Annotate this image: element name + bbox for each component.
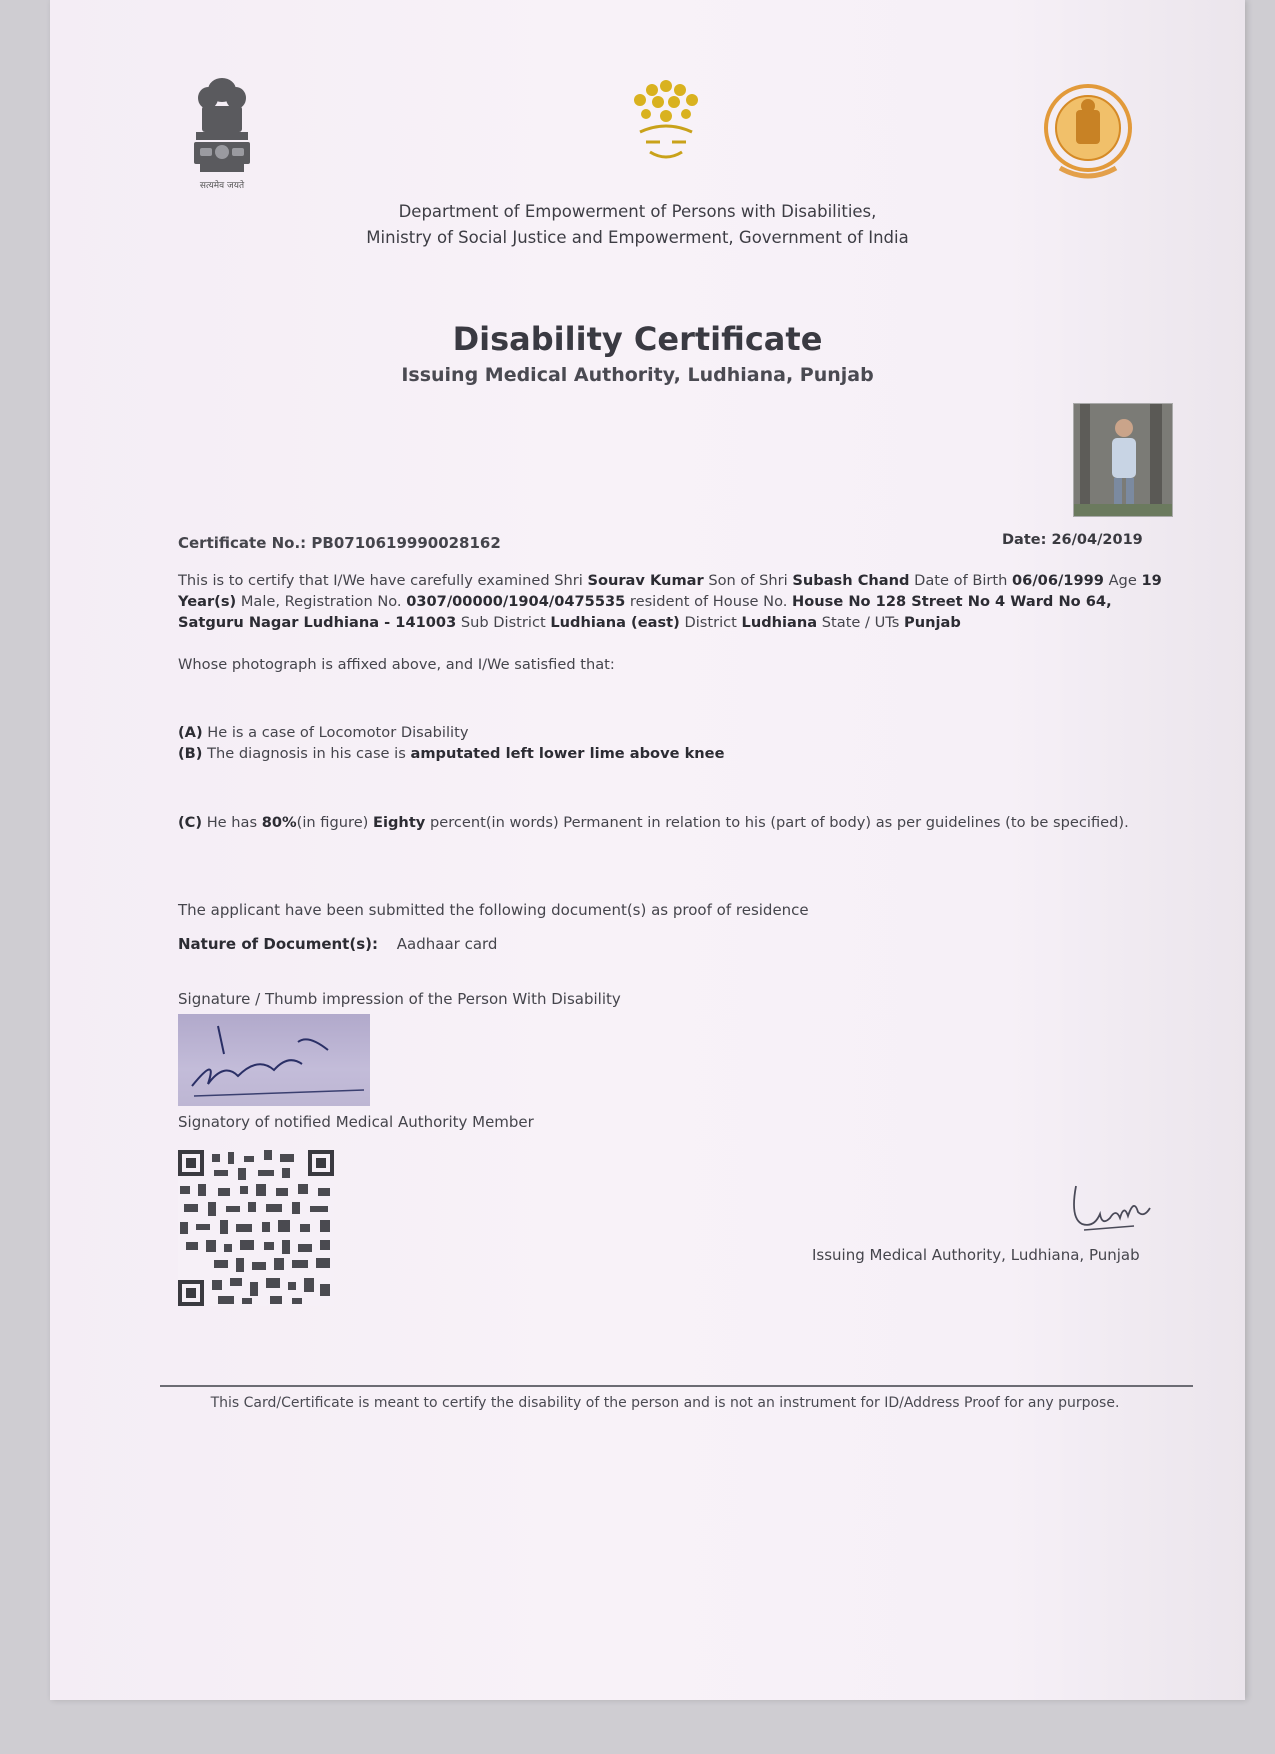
residence-proof-statement: The applicant have been submitted the following document(s) as proof of residence <box>178 901 809 919</box>
issuer-label: Issuing Medical Authority, Ludhiana, Punjab <box>812 1246 1140 1264</box>
clause-c-text: (in figure) <box>296 814 374 831</box>
body-text: District <box>679 614 742 631</box>
body-text: This is to certify that I/We have carefully examined Shri <box>178 572 588 589</box>
certificate-page <box>50 0 1245 1700</box>
department-name: Department of Empowerment of Persons with Disabilities, <box>398 202 877 221</box>
certificate-number <box>178 534 501 552</box>
qr-code <box>178 1150 334 1306</box>
footer-disclaimer: This Card/Certificate is meant to certify the disability of the person and is not an instrument for ID/Address Proof for any purpose. <box>210 1395 1120 1411</box>
certificate-number-value: PB0710619990028162 <box>311 534 501 552</box>
district: Ludhiana <box>741 614 818 631</box>
date-of-birth: 06/06/1999 <box>1012 572 1104 589</box>
clause-b <box>178 745 724 762</box>
page-title: Disability Certificate <box>452 320 823 358</box>
person-signature-image <box>178 1014 370 1106</box>
certificate-date-value: 26/04/2019 <box>1051 532 1143 548</box>
applicant-photo <box>1073 403 1173 517</box>
certification-text <box>178 570 1168 633</box>
sub-district: Ludhiana (east) <box>550 614 680 631</box>
diagnosis: amputated left lower lime above knee <box>410 745 725 762</box>
ministry-name: Ministry of Social Justice and Empowerment, Government of India <box>366 228 909 247</box>
national-emblem-icon <box>186 72 258 192</box>
age: 19 Year(s) <box>178 572 1162 610</box>
certificate-number-label: Certificate No.: <box>178 534 307 552</box>
body-text: Male, Registration No. <box>236 593 407 610</box>
photo-statement: Whose photograph is affixed above, and I/We satisfied that: <box>178 656 615 673</box>
issuer-signature-image <box>1064 1178 1154 1238</box>
certificate-date <box>1002 532 1143 548</box>
person-name: Sourav Kumar <box>587 572 704 589</box>
body-text: Son of Shri <box>703 572 793 589</box>
disability-percent-words: Eighty <box>373 814 426 831</box>
registration-number: 0307/00000/1904/0475535 <box>406 593 626 610</box>
father-name: Subash Chand <box>792 572 910 589</box>
disability-percent: 80% <box>261 814 297 831</box>
clause-c-text: He has <box>202 814 262 831</box>
clause-b-label: (B) <box>178 745 203 762</box>
body-text: resident of House No. <box>625 593 793 610</box>
clause-b-text: The diagnosis in his case is <box>202 745 411 762</box>
authority-member-label: Signatory of notified Medical Authority Member <box>178 1113 534 1131</box>
body-text: State / UTs <box>817 614 905 631</box>
emblem-caption: सत्यमेव जयते <box>199 181 245 191</box>
clause-a-label: (A) <box>178 724 203 741</box>
department-seal-icon <box>1040 76 1136 188</box>
clause-c-label: (C) <box>178 814 203 831</box>
clause-c-text: percent(in words) Permanent in relation to his (part of body) as per guidelines (to be specified). <box>425 814 1129 831</box>
accessible-india-logo-icon <box>612 76 720 166</box>
footer-divider <box>160 1385 1193 1387</box>
certificate-date-label: Date: <box>1002 532 1047 548</box>
document-label: Nature of Document(s): <box>178 935 378 953</box>
body-text: Date of Birth <box>909 572 1013 589</box>
address: House No 128 Street No 4 Ward No 64, Satguru Nagar Ludhiana - 141003 <box>178 593 1112 631</box>
clause-a <box>178 724 468 741</box>
state: Punjab <box>904 614 961 631</box>
clause-a-text: He is a case of Locomotor Disability <box>202 724 469 741</box>
page-subtitle: Issuing Medical Authority, Ludhiana, Punjab <box>401 364 874 386</box>
document-value: Aadhaar card <box>396 935 498 953</box>
body-text: Sub District <box>456 614 551 631</box>
person-signature-label: Signature / Thumb impression of the Person With Disability <box>178 990 621 1008</box>
document-nature <box>178 935 497 953</box>
body-text: Age <box>1103 572 1142 589</box>
clause-c <box>178 812 1168 833</box>
